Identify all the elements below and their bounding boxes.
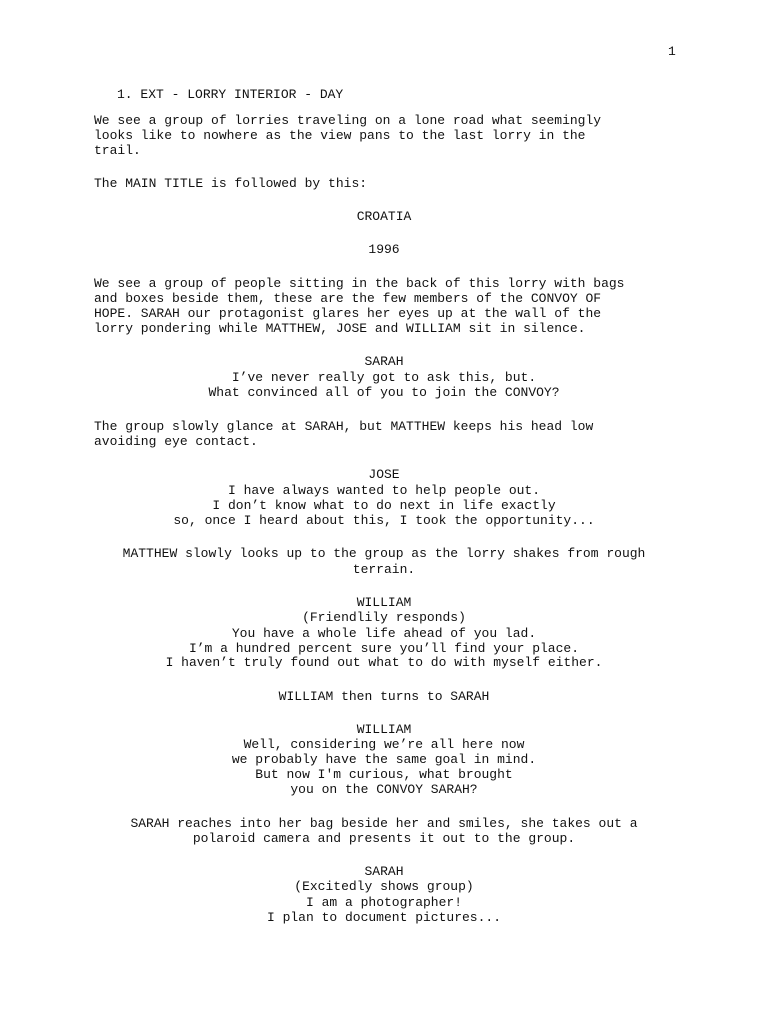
dialogue-line: I have always wanted to help people out. xyxy=(227,483,541,498)
action-line: The MAIN TITLE is followed by this: xyxy=(94,176,368,191)
dialogue-line: we probably have the same goal in mind. xyxy=(231,752,537,767)
action-line: polaroid camera and presents it out to the group. xyxy=(192,831,576,846)
title-card-year: 1996 xyxy=(368,242,400,257)
action-line: We see a group of people sitting in the back of this lorry with bags xyxy=(94,276,625,291)
character-name: SARAH xyxy=(364,354,404,369)
action-line: trail. xyxy=(94,143,141,158)
title-card-place: CROATIA xyxy=(356,209,412,224)
dialogue-line: I’m a hundred percent sure you’ll find your place. xyxy=(188,641,580,656)
action-line: We see a group of lorries traveling on a lone road what seemingly xyxy=(94,113,602,128)
character-name: SARAH xyxy=(364,864,404,879)
action-line: looks like to nowhere as the view pans to the last lorry in the xyxy=(94,128,586,143)
dialogue-line: Well, considering we’re all here now xyxy=(243,737,525,752)
action-line: The group slowly glance at SARAH, but MATTHEW keeps his head low xyxy=(94,419,594,434)
action-line: avoiding eye contact. xyxy=(94,434,258,449)
action-line: MATTHEW slowly looks up to the group as the lorry shakes from rough xyxy=(122,546,646,561)
dialogue-line: I am a photographer! xyxy=(305,895,463,910)
action-line: terrain. xyxy=(352,562,416,577)
action-line: lorry pondering while MATTHEW, JOSE and WILLIAM sit in silence. xyxy=(94,321,586,336)
dialogue-line: I haven’t truly found out what to do with myself either. xyxy=(165,655,603,670)
dialogue-line: What convinced all of you to join the CONVOY? xyxy=(208,385,560,400)
action-line: WILLIAM then turns to SARAH xyxy=(278,689,490,704)
page-number: 1 xyxy=(668,44,676,59)
dialogue-line: I’ve never really got to ask this, but. xyxy=(231,370,537,385)
dialogue-line: you on the CONVOY SARAH? xyxy=(290,782,478,797)
dialogue-line: You have a whole life ahead of you lad. xyxy=(231,626,537,641)
dialogue-line: so, once I heard about this, I took the opportunity... xyxy=(173,513,595,528)
parenthetical: (Excitedly shows group) xyxy=(294,879,474,894)
action-line: and boxes beside them, these are the few members of the CONVOY OF xyxy=(94,291,602,306)
parenthetical: (Friendlily responds) xyxy=(302,610,466,625)
dialogue-line: I don’t know what to do next in life exactly xyxy=(212,498,556,513)
dialogue-line: But now I'm curious, what brought xyxy=(255,767,513,782)
character-name: JOSE xyxy=(368,467,400,482)
action-line: HOPE. SARAH our protagonist glares her eyes up at the wall of the xyxy=(94,306,602,321)
scene-heading: 1. EXT - LORRY INTERIOR - DAY xyxy=(117,87,344,102)
character-name: WILLIAM xyxy=(356,595,412,610)
dialogue-line: I plan to document pictures... xyxy=(266,910,502,925)
character-name: WILLIAM xyxy=(356,722,412,737)
action-line: SARAH reaches into her bag beside her and smiles, she takes out a xyxy=(130,816,638,831)
